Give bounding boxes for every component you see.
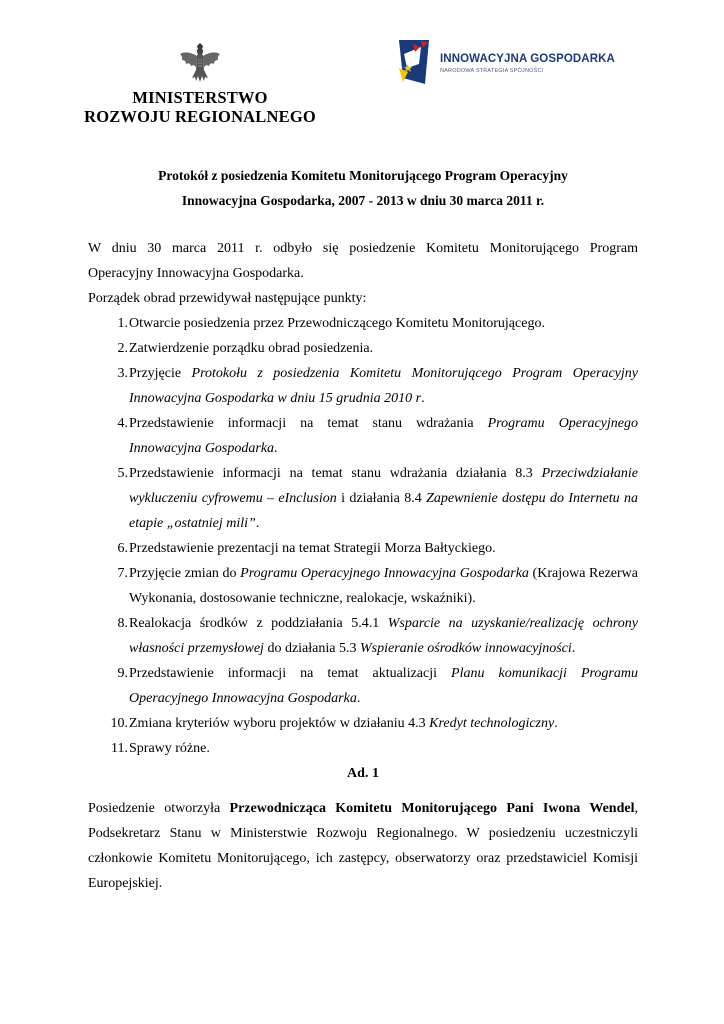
- agenda-item: [88, 611, 638, 661]
- agenda-item-text: .: [274, 441, 278, 456]
- agenda-item-text: Przedstawienie prezentacji na temat Strategii Morza Bałtyckiego.: [129, 541, 496, 556]
- ad1-text: , Podsekretarz Stanu w Ministerstwie Rozwoju Regionalnego. W posiedzeniu uczestniczyli członkowie Komitetu Monitorującego, ich zastępcy, obserwatorzy oraz przedstawiciel Komisji Europejskiej.: [88, 801, 638, 891]
- agenda-item-text: Przyjęcie zmian do: [129, 566, 241, 581]
- agenda-item-italic: Przeciwdziałanie wykluczeniu cyfrowemu – eInclusion: [129, 466, 638, 506]
- logo-subtitle: NARODOWA STRATEGIA SPÓJNOŚCI: [440, 68, 544, 74]
- ad1-heading: Ad. 1: [347, 766, 379, 781]
- agenda-item-text: .: [356, 691, 361, 706]
- agenda-item-text: .: [571, 641, 576, 656]
- innowacyjna-gospodarka-logo: [395, 38, 635, 90]
- document-body: [88, 236, 638, 896]
- ministry-header: [70, 40, 330, 126]
- agenda-item-italic: Zapewnienie dostępu do Internetu na etapie „ostatniej mili”: [129, 491, 638, 531]
- logo-name: INNOWACYJNA GOSPODARKA: [440, 53, 615, 65]
- agenda-item-text: Sprawy różne.: [129, 741, 210, 756]
- agenda-item-italic: Planu komunikacji Programu Operacyjnego Innowacyjna Gospodarka: [129, 666, 638, 706]
- agenda-item-italic: Programu Operacyjnego Innowacyjna Gospodarka: [240, 566, 529, 581]
- agenda-item-text: Przedstawienie informacji na temat stanu wdrażania: [129, 416, 488, 431]
- agenda-item: [88, 736, 638, 761]
- title-line2: Innowacyjna Gospodarka, 2007 - 2013 w dniu 30 marca 2011 r.: [181, 193, 545, 208]
- agenda-item-text: Przedstawienie informacji na temat stanu wdrażania działania 8.3: [129, 466, 542, 481]
- agenda-item-text: do działania 5.3: [263, 641, 360, 656]
- agenda-item-text: Przedstawienie informacji na temat aktualizacji: [129, 666, 452, 681]
- agenda-item-number: 2.: [117, 341, 128, 356]
- agenda-item: [88, 661, 638, 711]
- agenda-item-text: Realokacja środków z poddziałania 5.4.1: [129, 616, 388, 631]
- agenda-item-text: (Krajowa Rezerwa Wykonania, dostosowanie techniczne, realokacje, wskaźniki).: [129, 566, 638, 606]
- agenda-item-text: .: [421, 391, 425, 406]
- agenda-item-number: 3.: [117, 366, 128, 381]
- agenda-item-number: 4.: [117, 416, 128, 431]
- agenda-intro: Porządek obrad przewidywał następujące punkty:: [88, 291, 367, 306]
- agenda-item: [88, 461, 638, 536]
- agenda-item-text: Przyjęcie: [129, 366, 192, 381]
- agenda-item-number: 6.: [117, 541, 128, 556]
- innovation-flag-logo-icon: [395, 38, 433, 88]
- agenda-item: [88, 411, 638, 461]
- agenda-item-number: 11.: [111, 741, 128, 756]
- document-title: [88, 163, 638, 213]
- agenda-item: [88, 311, 638, 336]
- agenda-item-text: .: [554, 716, 558, 731]
- agenda-item-text: .: [255, 516, 260, 531]
- agenda-item-italic: Kredyt technologiczny: [429, 716, 555, 731]
- agenda-item-italic: Wsparcie na uzyskanie/realizację ochrony własności przemysłowej: [129, 616, 638, 656]
- agenda-item-italic: Programu Operacyjnego Innowacyjna Gospodarka: [129, 416, 638, 456]
- agenda-item-number: 10.: [110, 716, 128, 731]
- agenda-item-number: 8.: [117, 616, 128, 631]
- agenda-list: [88, 311, 638, 761]
- ministry-name-line2: ROZWOJU REGIONALNEGO: [84, 107, 316, 126]
- agenda-item-italic: Protokołu z posiedzenia Komitetu Monitorującego Program Operacyjny Innowacyjna Gospodarka w dniu 15 grudnia 2010 r: [129, 366, 638, 406]
- ad1-text: Posiedzenie otworzyła: [88, 801, 230, 816]
- agenda-item-text: Otwarcie posiedzenia przez Przewodniczącego Komitetu Monitorującego.: [129, 316, 545, 331]
- ad1-paragraph: [88, 796, 638, 896]
- agenda-item-number: 1.: [117, 316, 128, 331]
- title-line1: Protokół z posiedzenia Komitetu Monitorującego Program Operacyjny: [158, 168, 568, 183]
- intro-line2: Operacyjny Innowacyjna Gospodarka.: [88, 266, 304, 281]
- agenda-item-text: Zmiana kryteriów wyboru projektów w działaniu 4.3: [129, 716, 430, 731]
- agenda-item-number: 5.: [117, 466, 128, 481]
- intro-line1: W dniu 30 marca 2011 r. odbyło się posiedzenie Komitetu Monitorującego Program: [88, 241, 638, 256]
- agenda-item: [88, 361, 638, 411]
- polish-eagle-emblem-icon: [177, 40, 223, 86]
- agenda-item-italic: Wspieranie ośrodków innowacyjności: [359, 641, 572, 656]
- agenda-item: [88, 561, 638, 611]
- agenda-item: [88, 336, 638, 361]
- agenda-item-number: 9.: [117, 666, 128, 681]
- agenda-item-text: i działania 8.4: [336, 491, 427, 506]
- agenda-item: [88, 711, 638, 736]
- agenda-item-text: Zatwierdzenie porządku obrad posiedzenia.: [129, 341, 374, 356]
- agenda-item-number: 7.: [117, 566, 128, 581]
- ad1-bold-text: Przewodnicząca Komitetu Monitorującego Pani Iwona Wendel: [229, 801, 635, 816]
- ministry-name-line1: MINISTERSTWO: [132, 88, 268, 107]
- agenda-item: [88, 536, 638, 561]
